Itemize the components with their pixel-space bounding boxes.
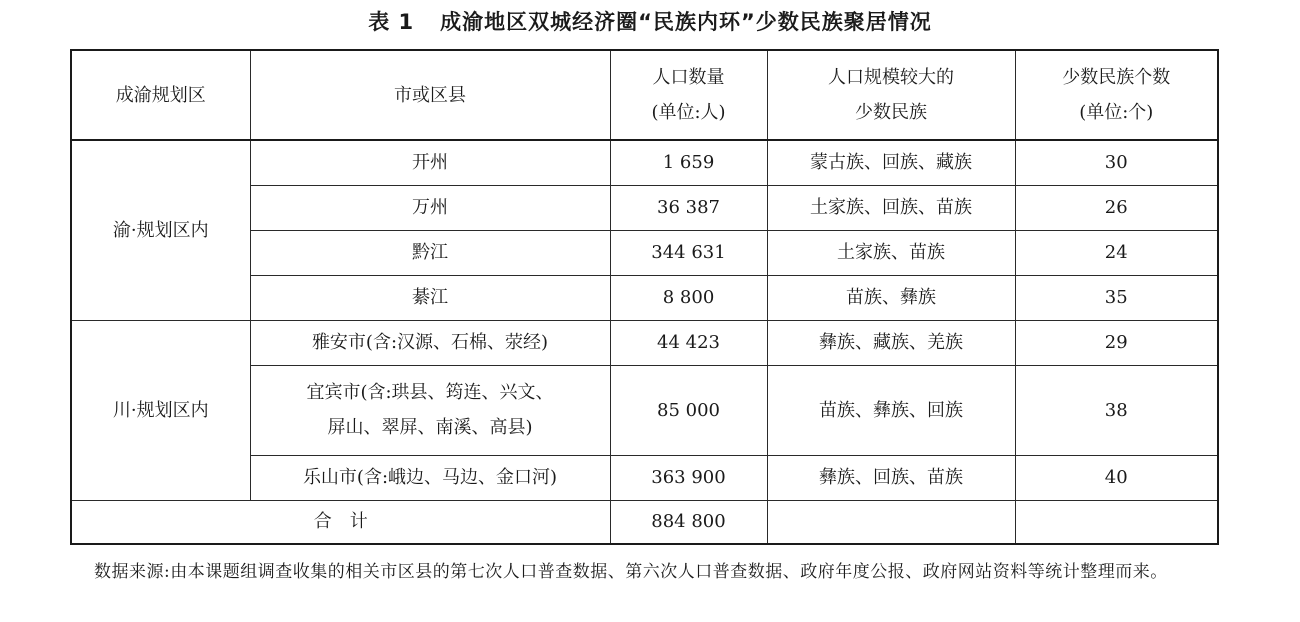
area-cell-line2: 屏山、翠屏、南溪、高县) [327, 417, 533, 438]
count-cell: 40 [1015, 455, 1218, 500]
total-population: 884 800 [610, 500, 767, 544]
total-row [71, 500, 1218, 544]
header-row [71, 50, 1218, 140]
header-groups-line1: 人口规模较大的 [828, 67, 954, 88]
header-population-line2: (单位:人) [651, 102, 726, 123]
count-cell: 29 [1015, 320, 1218, 365]
count-cell: 35 [1015, 275, 1218, 320]
area-cell: 万州 [250, 185, 610, 230]
total-count-empty [1015, 500, 1218, 544]
groups-cell: 土家族、回族、苗族 [767, 185, 1015, 230]
table-number: 表 1 [368, 10, 415, 34]
population-cell: 44 423 [610, 320, 767, 365]
count-cell: 38 [1015, 365, 1218, 455]
header-groups-line2: 少数民族 [855, 102, 927, 123]
groups-cell: 彝族、回族、苗族 [767, 455, 1015, 500]
groups-cell: 苗族、彝族、回族 [767, 365, 1015, 455]
population-cell: 344 631 [610, 230, 767, 275]
population-cell: 8 800 [610, 275, 767, 320]
table-row [71, 140, 1218, 185]
groups-cell: 土家族、苗族 [767, 230, 1015, 275]
total-groups-empty [767, 500, 1015, 544]
population-cell: 36 387 [610, 185, 767, 230]
count-cell: 26 [1015, 185, 1218, 230]
header-count-line1: 少数民族个数 [1062, 67, 1171, 88]
header-area: 市或区县 [250, 50, 610, 140]
area-cell-line1: 宜宾市(含:珙县、筠连、兴文、 [306, 382, 554, 403]
source-note: 数据来源:由本课题组调查收集的相关市区县的第七次人口普查数据、第六次人口普查数据、政府年度公报、政府网站资料等统计整理而来。 [94, 562, 1168, 582]
population-cell: 1 659 [610, 140, 767, 185]
header-region: 成渝规划区 [71, 50, 250, 140]
region-cell: 渝·规划区内 [71, 140, 250, 320]
area-cell: 雅安市(含:汉源、石棉、荥经) [250, 320, 610, 365]
table-title-text: 成渝地区双城经济圈“民族内环”少数民族聚居情况 [440, 10, 932, 34]
table-title [0, 6, 1300, 36]
total-label: 合 计 [71, 500, 610, 544]
area-cell: 开州 [250, 140, 610, 185]
area-cell [250, 365, 610, 455]
region-cell: 川·规划区内 [71, 320, 250, 500]
data-table [70, 49, 1219, 545]
population-cell: 363 900 [610, 455, 767, 500]
count-cell: 24 [1015, 230, 1218, 275]
area-cell: 綦江 [250, 275, 610, 320]
groups-cell: 彝族、藏族、羌族 [767, 320, 1015, 365]
groups-cell: 蒙古族、回族、藏族 [767, 140, 1015, 185]
header-count-line2: (单位:个) [1079, 102, 1154, 123]
population-cell: 85 000 [610, 365, 767, 455]
area-cell: 乐山市(含:峨边、马边、金口河) [250, 455, 610, 500]
header-population [610, 50, 767, 140]
groups-cell: 苗族、彝族 [767, 275, 1015, 320]
area-cell: 黔江 [250, 230, 610, 275]
header-population-line1: 人口数量 [652, 67, 725, 88]
count-cell: 30 [1015, 140, 1218, 185]
header-groups [767, 50, 1015, 140]
table-row [71, 320, 1218, 365]
header-count [1015, 50, 1218, 140]
